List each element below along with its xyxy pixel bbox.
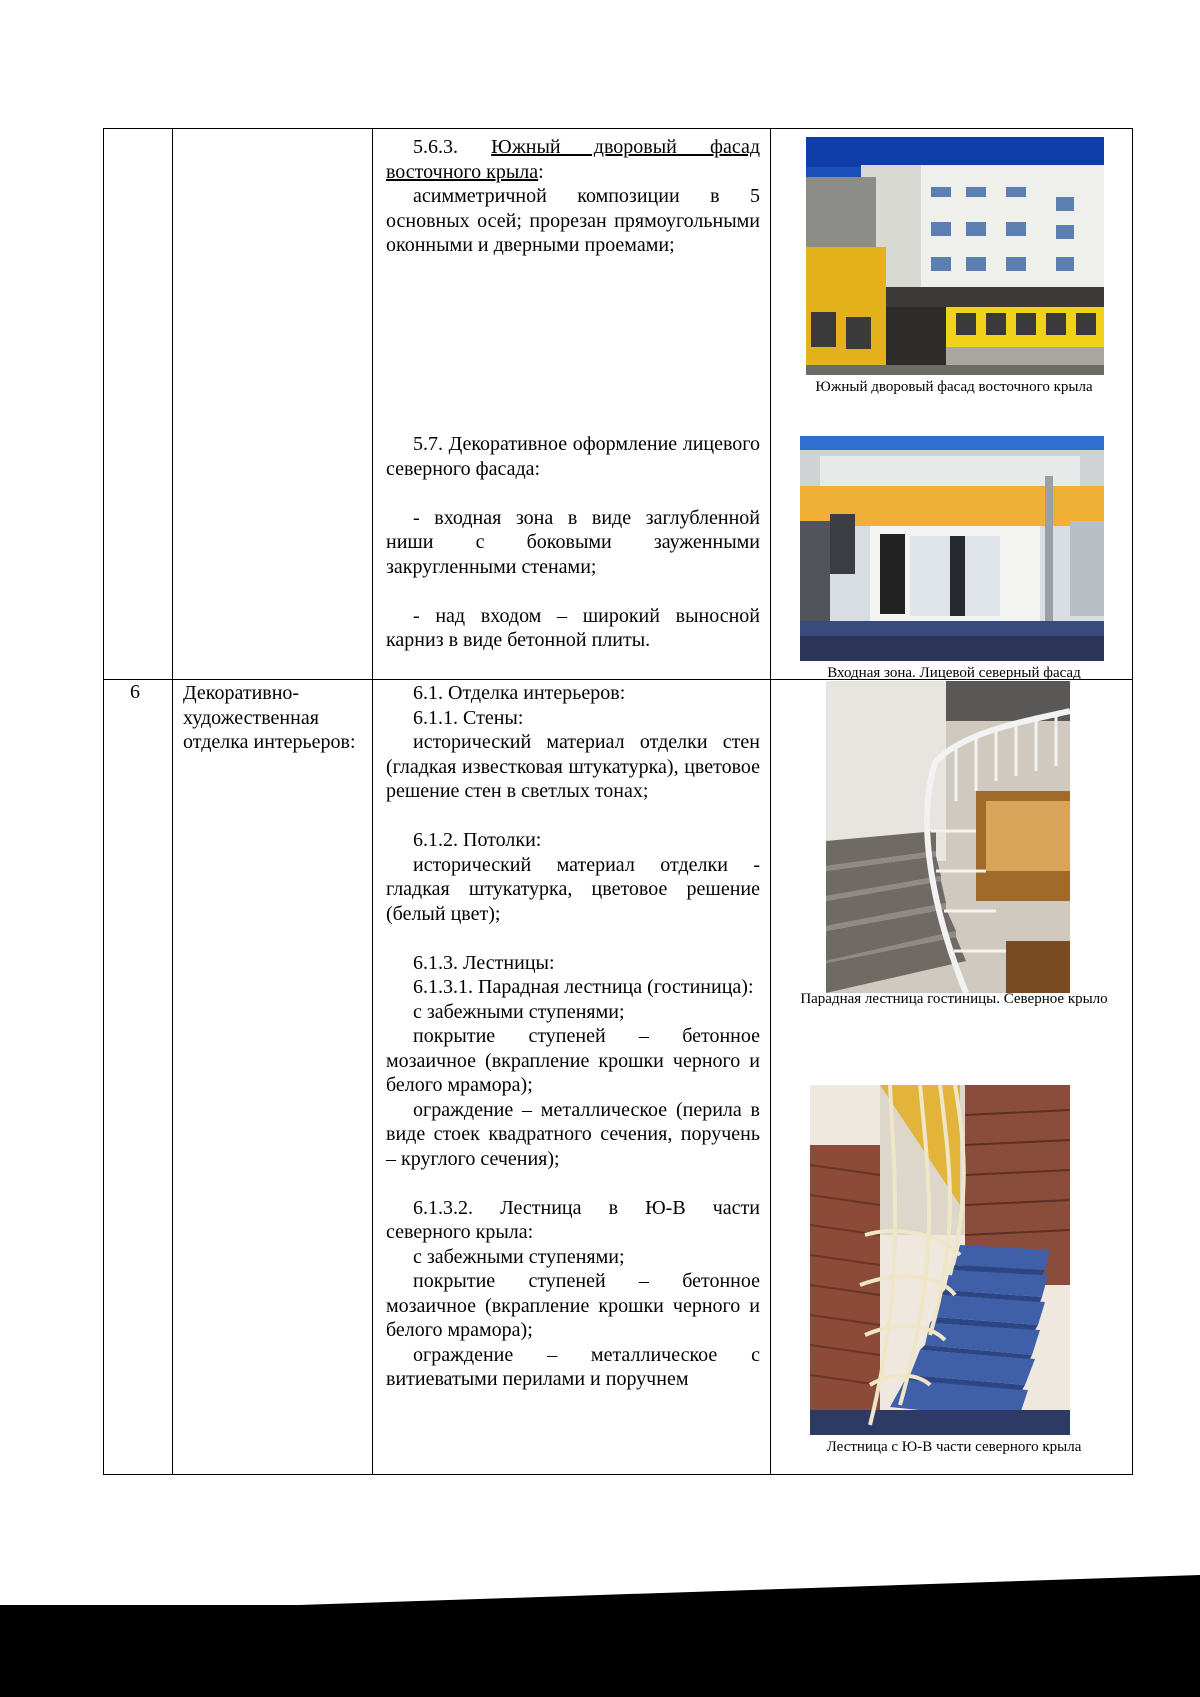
- subsection-heading: 6.1.3. Лестницы:: [413, 951, 555, 974]
- item-5-6-3-heading: [386, 135, 760, 160]
- photo-entrance-zone: [800, 436, 1104, 661]
- photo-caption: Парадная лестница гостиницы. Северное крыло: [800, 991, 1108, 1007]
- item-6-1: [386, 681, 760, 1392]
- paragraph: исторический материал отделки стен (гладкая известковая штукатурка), цветовое решение стен в светлых тонах;: [386, 731, 760, 802]
- paragraph: с забежными ступенями;: [413, 1245, 625, 1268]
- paragraph: ограждение – металлическое (перила в виде стоек квадратного сечения, поручень – круглого сечения);: [386, 1098, 760, 1170]
- photo-caption: Лестница с Ю-В части северного крыла: [826, 1439, 1082, 1455]
- item-5-7-bullet: - над входом – широкий выносной карниз в виде бетонной плиты.: [386, 604, 760, 651]
- column-divider: [770, 129, 771, 1474]
- photo-main-staircase: [826, 681, 1070, 993]
- heritage-table: [103, 128, 1133, 1475]
- item-5-6-3-heading-cont: восточного крыла:: [386, 160, 544, 183]
- item-5-6-3: [386, 135, 760, 258]
- item-5-7: [386, 432, 760, 653]
- item-number: 5.6.3.: [413, 136, 458, 158]
- subsection-heading: 6.1.3.1. Парадная лестница (гостиница):: [413, 976, 754, 998]
- subsection-heading: 6.1.2. Потолки:: [413, 829, 542, 851]
- row-title: Декоративно-художественная отделка интерьеров:: [183, 682, 356, 753]
- item-5-6-3-body: асимметричной композиции в 5 основных осей; прорезан прямоугольными оконными и дверными проемами;: [386, 185, 760, 256]
- photo-south-facade: [806, 137, 1104, 375]
- item-title: восточного крыла: [386, 160, 539, 183]
- paragraph: исторический материал отделки - гладкая штукатурка, цветовое решение (белый цвет);: [386, 853, 760, 925]
- section-heading: 6.1. Отделка интерьеров:: [413, 682, 626, 704]
- photo-caption: Входная зона. Лицевой северный фасад: [827, 665, 1081, 681]
- photo-caption: Южный дворовый фасад восточного крыла: [815, 379, 1093, 395]
- item-5-7-heading: 5.7. Декоративное оформление лицевого северного фасада:: [386, 433, 760, 480]
- item-5-7-bullet: - входная зона в виде заглубленной ниши с боковыми зауженными закругленными стенами;: [386, 506, 760, 578]
- paragraph: покрытие ступеней – бетонное мозаичное (вкрапление крошки черного и белого мрамора);: [386, 1025, 760, 1096]
- scan-border: [0, 1605, 1200, 1697]
- column-divider: [172, 129, 173, 1474]
- photo-se-staircase: [810, 1085, 1070, 1435]
- paragraph: покрытие ступеней – бетонное мозаичное (вкрапление крошки черного и белого мрамора);: [386, 1270, 760, 1341]
- subsection-heading: 6.1.1. Стены:: [413, 706, 524, 729]
- column-divider: [372, 129, 373, 1474]
- paragraph: с забежными ступенями;: [413, 1000, 625, 1023]
- subsection-heading: 6.1.3.2. Лестница в Ю-В части северного крыла:: [386, 1196, 760, 1243]
- item-title: Южный дворовый фасад: [491, 136, 760, 158]
- row-number: 6: [130, 681, 140, 703]
- paragraph: ограждение – металлическое с витиеватыми перилами и поручнем: [386, 1343, 760, 1390]
